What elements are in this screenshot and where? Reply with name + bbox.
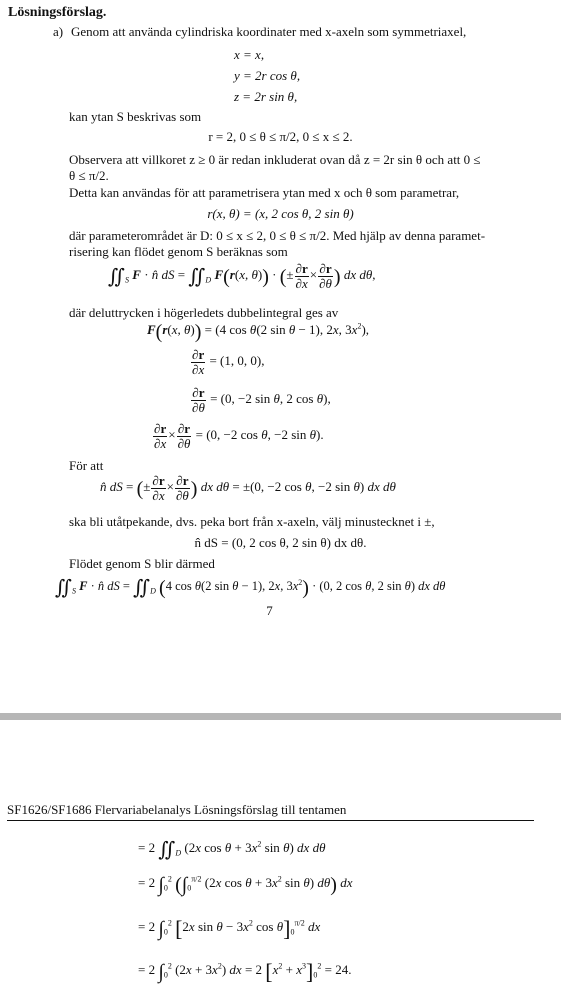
calc-step-4: = 2 $\int_0^2$ $(2x + 3x^2)$ dx = 2 $[x^2 + x^3]_0^2 = 24$.	[138, 959, 352, 984]
final-value: 24	[335, 962, 349, 977]
domain-line-2: risering kan flödet genom S beräknas som	[69, 244, 288, 259]
calc-step-2: = 2 $\int_0^2$ ($\int_0^{\pi/2}$ (2x $\cos \theta + 3x^2$ sin θ) dθ) dx	[138, 874, 353, 896]
page-separator	[0, 713, 561, 720]
subexpressions-line: där deluttrycken i högerledets dubbelintegral ges av	[69, 305, 339, 320]
coord-y-eq: y = 2r cos θ,	[234, 68, 301, 83]
observe-line-1: Observera att villkoret z ≥ 0 är redan inkluderat ovan då z = 2r sin θ och att 0 ≤	[69, 152, 481, 167]
solution-heading: Lösningsförslag.	[8, 5, 107, 20]
outward-pointing-line: ska bli utåtpekande, dvs. peka bort från x-axeln, välj minustecknet i ±,	[69, 514, 435, 529]
page-number: 7	[266, 603, 273, 618]
surface-intro: kan ytan S beskrivas som	[69, 109, 202, 124]
calc-step-1: = 2 $∬_D$ (2x $\cos \theta + 3x^2$ sin θ) dx dθ	[138, 839, 326, 861]
observe-line-2: θ ≤ π/2.	[69, 168, 109, 183]
coord-x-eq: x = x,	[234, 47, 265, 62]
flux-formula: $∬_S$ F · n̂ dS = $∬_D$ F(r(x, θ)) · (± $\frac{\partial r}{\partial x}$ × $\frac{\partial r}{\partial\theta}$ ) dx dθ,	[108, 261, 376, 291]
normal-element-result: n̂ dS = (0, 2 cos θ, 2 sin θ) dx dθ.	[194, 535, 367, 550]
running-header: SF1626/SF1686 Flervariabelanalys Lösningsförslag till tentamen	[7, 802, 347, 817]
dr-dtheta-equation: $\frac{\partial r}{\partial\theta}$ = (0, −2 sin θ, 2 cos θ),	[192, 385, 331, 415]
parametrize-line: Detta kan användas för att parametrisera ytan med x och θ som parametrar,	[69, 185, 460, 200]
header-rule	[7, 820, 534, 821]
cross-product-equation: $\frac{\partial r}{\partial x}$ × $\frac{\partial r}{\partial\theta}$ = (0, −2 cos θ, −2 sin θ).	[154, 421, 324, 451]
surface-equation: r = 2, 0 ≤ θ ≤ π/2, 0 ≤ x ≤ 2.	[208, 129, 353, 144]
flux-result-equation: $∬_S$ F · n̂ dS = $∬_D$ (4 cos θ(2 sin θ − 1), 2x, $3x^2) \cdot (0$, 2 cos θ, 2 sin θ) dx dθ	[55, 577, 446, 599]
F-of-r-equation: F(r(x, θ)) = (4 cos θ(2 sin θ − 1), 2x, $3x^2$),	[147, 321, 370, 343]
part-a-label: a)	[53, 24, 64, 39]
calc-step-3: = 2 $\int_0^2$ [2x $\sin \theta - 3x^2$ $\cos \theta]_0^{\pi/2}$ dx	[138, 916, 321, 941]
domain-line-1: där parameterområdet är D: 0 ≤ x ≤ 2, 0 ≤ θ ≤ π/2. Med hjälp av denna paramet-	[69, 228, 486, 243]
for-att-label: För att	[69, 458, 104, 473]
normal-element-equation: n̂ dS = (± $\frac{\partial r}{\partial x}$ × $\frac{\partial r}{\partial\theta}$ ) dx dθ = ±(0, −2 cos θ, −2 sin θ) dx dθ	[100, 473, 396, 503]
part-a-intro: Genom att använda cylindriska koordinater med x-axeln som symmetriaxel,	[71, 24, 467, 39]
dr-dx-equation: $\frac{\partial r}{\partial x}$ = (1, 0, 0),	[192, 347, 265, 377]
flux-result-intro: Flödet genom S blir därmed	[69, 556, 215, 571]
parametrization-equation: r(x, θ) = (x, 2 cos θ, 2 sin θ)	[207, 206, 354, 221]
coord-z-eq: z = 2r sin θ,	[234, 89, 298, 104]
